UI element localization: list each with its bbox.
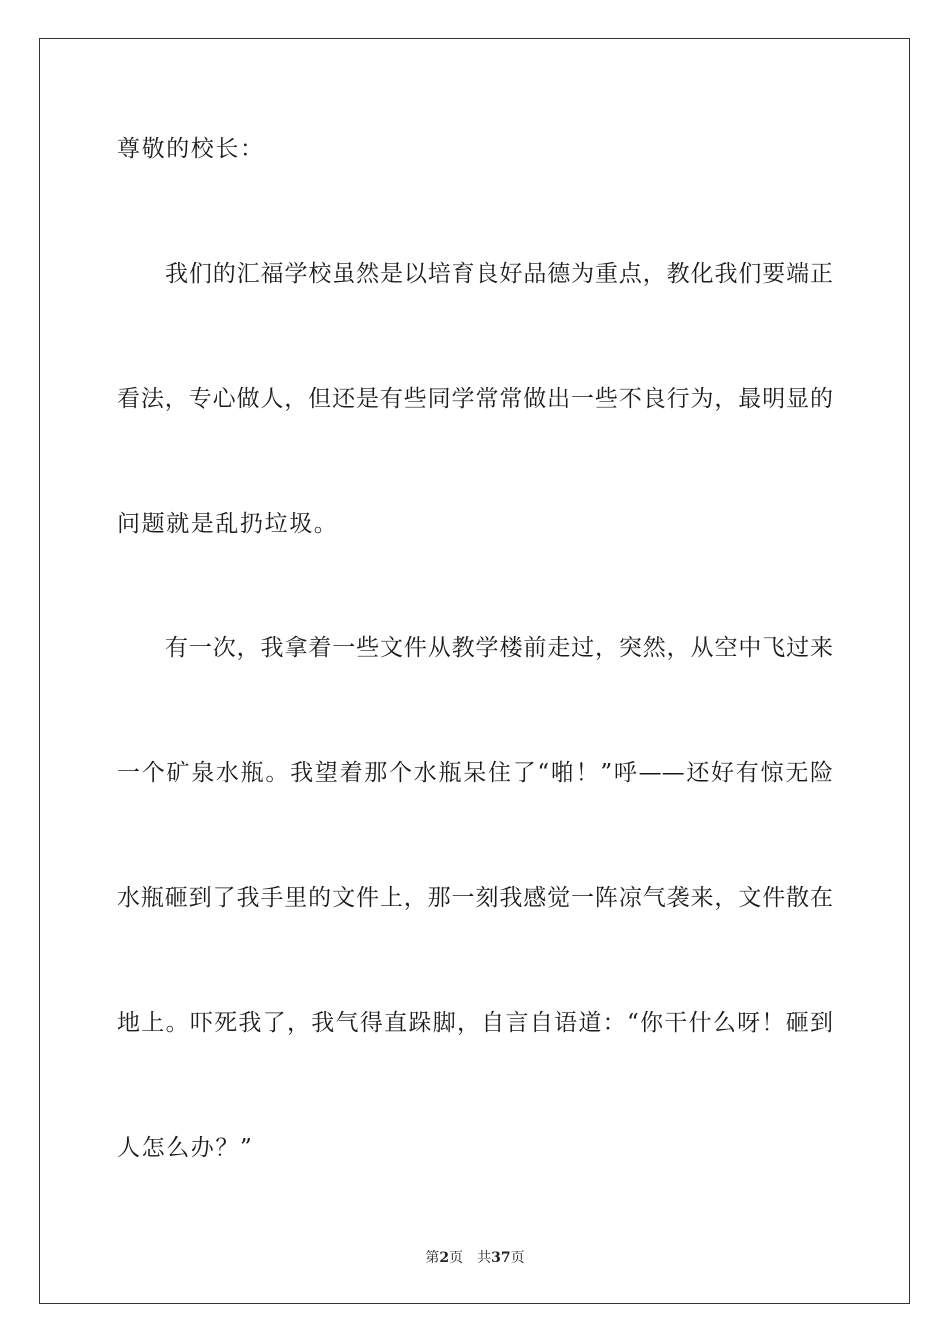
paragraph-2-line-4: 地上。吓死我了，我气得直跺脚，自言自语道：“你干什么呀！砸到 [117, 1010, 833, 1036]
paragraph-2-line-2: 一个矿泉水瓶。我望着那个水瓶呆住了“啪！”呼——还好有惊无险 [117, 760, 833, 786]
total-prefix: 共 [477, 1250, 492, 1266]
total-suffix: 页 [510, 1250, 525, 1266]
page-suffix: 页 [449, 1250, 464, 1266]
page-number: 2 [439, 1250, 450, 1266]
paragraph-1-line-3: 问题就是乱扔垃圾。 [117, 511, 339, 537]
salutation: 尊敬的校长： [117, 136, 265, 162]
page-footer [0, 1248, 950, 1268]
paragraph-1-line-1: 我们的汇福学校虽然是以培育良好品德为重点，教化我们要端正 [165, 261, 833, 287]
paragraph-2-line-1: 有一次，我拿着一些文件从教学楼前走过，突然，从空中飞过来 [165, 635, 833, 661]
paragraph-1-line-2: 看法，专心做人，但还是有些同学常常做出一些不良行为，最明显的 [117, 386, 833, 412]
paragraph-2-line-3: 水瓶砸到了我手里的文件上，那一刻我感觉一阵凉气袭来，文件散在 [117, 885, 833, 911]
page-prefix: 第 [425, 1250, 440, 1266]
total-pages: 37 [491, 1250, 511, 1266]
paragraph-2-line-5: 人怎么办？” [117, 1135, 254, 1161]
page-border [39, 38, 910, 1304]
